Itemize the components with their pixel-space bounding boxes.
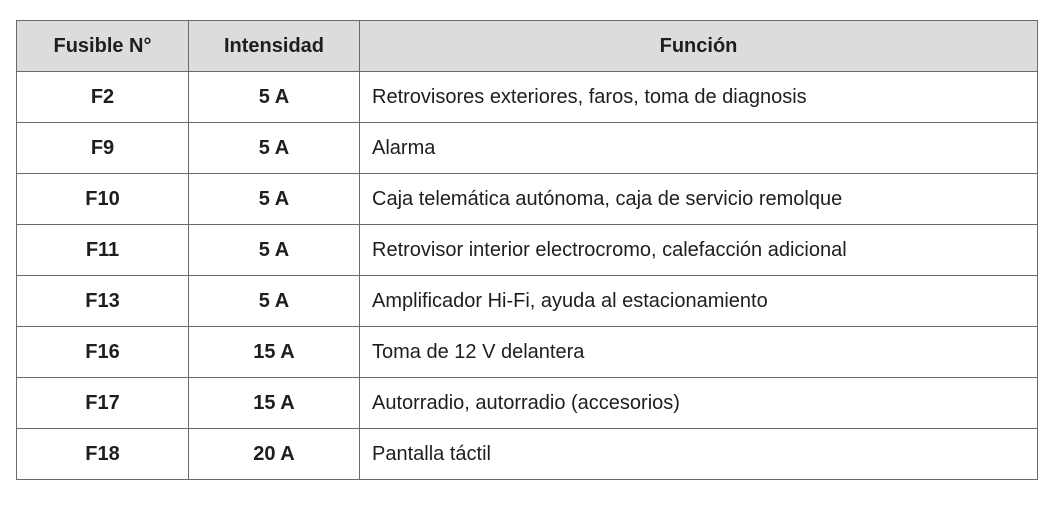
fuse-number-cell: F16 <box>17 327 189 378</box>
fuse-number-cell: F9 <box>17 123 189 174</box>
table-header <box>17 21 1038 72</box>
current-cell: 15 A <box>189 378 360 429</box>
current-cell: 15 A <box>189 327 360 378</box>
fuse-number-cell: F18 <box>17 429 189 480</box>
function-cell: Toma de 12 V delantera <box>360 327 1038 378</box>
fuse-table <box>16 20 1038 480</box>
table-row <box>17 276 1038 327</box>
fuse-number-cell: F17 <box>17 378 189 429</box>
table-body <box>17 72 1038 480</box>
fuse-number-cell: F11 <box>17 225 189 276</box>
table-row <box>17 225 1038 276</box>
function-cell: Alarma <box>360 123 1038 174</box>
function-cell: Autorradio, autorradio (accesorios) <box>360 378 1038 429</box>
fuse-number-cell: F13 <box>17 276 189 327</box>
fuse-number-cell: F2 <box>17 72 189 123</box>
header-fuse-number: Fusible N° <box>17 21 189 72</box>
table-row <box>17 174 1038 225</box>
table-row <box>17 72 1038 123</box>
current-cell: 5 A <box>189 123 360 174</box>
current-cell: 5 A <box>189 72 360 123</box>
table-row <box>17 429 1038 480</box>
function-cell: Amplificador Hi-Fi, ayuda al estacionamiento <box>360 276 1038 327</box>
function-cell: Pantalla táctil <box>360 429 1038 480</box>
function-cell: Caja telemática autónoma, caja de servicio remolque <box>360 174 1038 225</box>
current-cell: 5 A <box>189 276 360 327</box>
table-row <box>17 123 1038 174</box>
header-current: Intensidad <box>189 21 360 72</box>
function-cell: Retrovisores exteriores, faros, toma de diagnosis <box>360 72 1038 123</box>
current-cell: 5 A <box>189 225 360 276</box>
header-function: Función <box>360 21 1038 72</box>
table-row <box>17 378 1038 429</box>
table-row <box>17 327 1038 378</box>
fuse-table-container <box>16 20 1037 480</box>
header-row <box>17 21 1038 72</box>
current-cell: 20 A <box>189 429 360 480</box>
fuse-number-cell: F10 <box>17 174 189 225</box>
current-cell: 5 A <box>189 174 360 225</box>
function-cell: Retrovisor interior electrocromo, calefacción adicional <box>360 225 1038 276</box>
